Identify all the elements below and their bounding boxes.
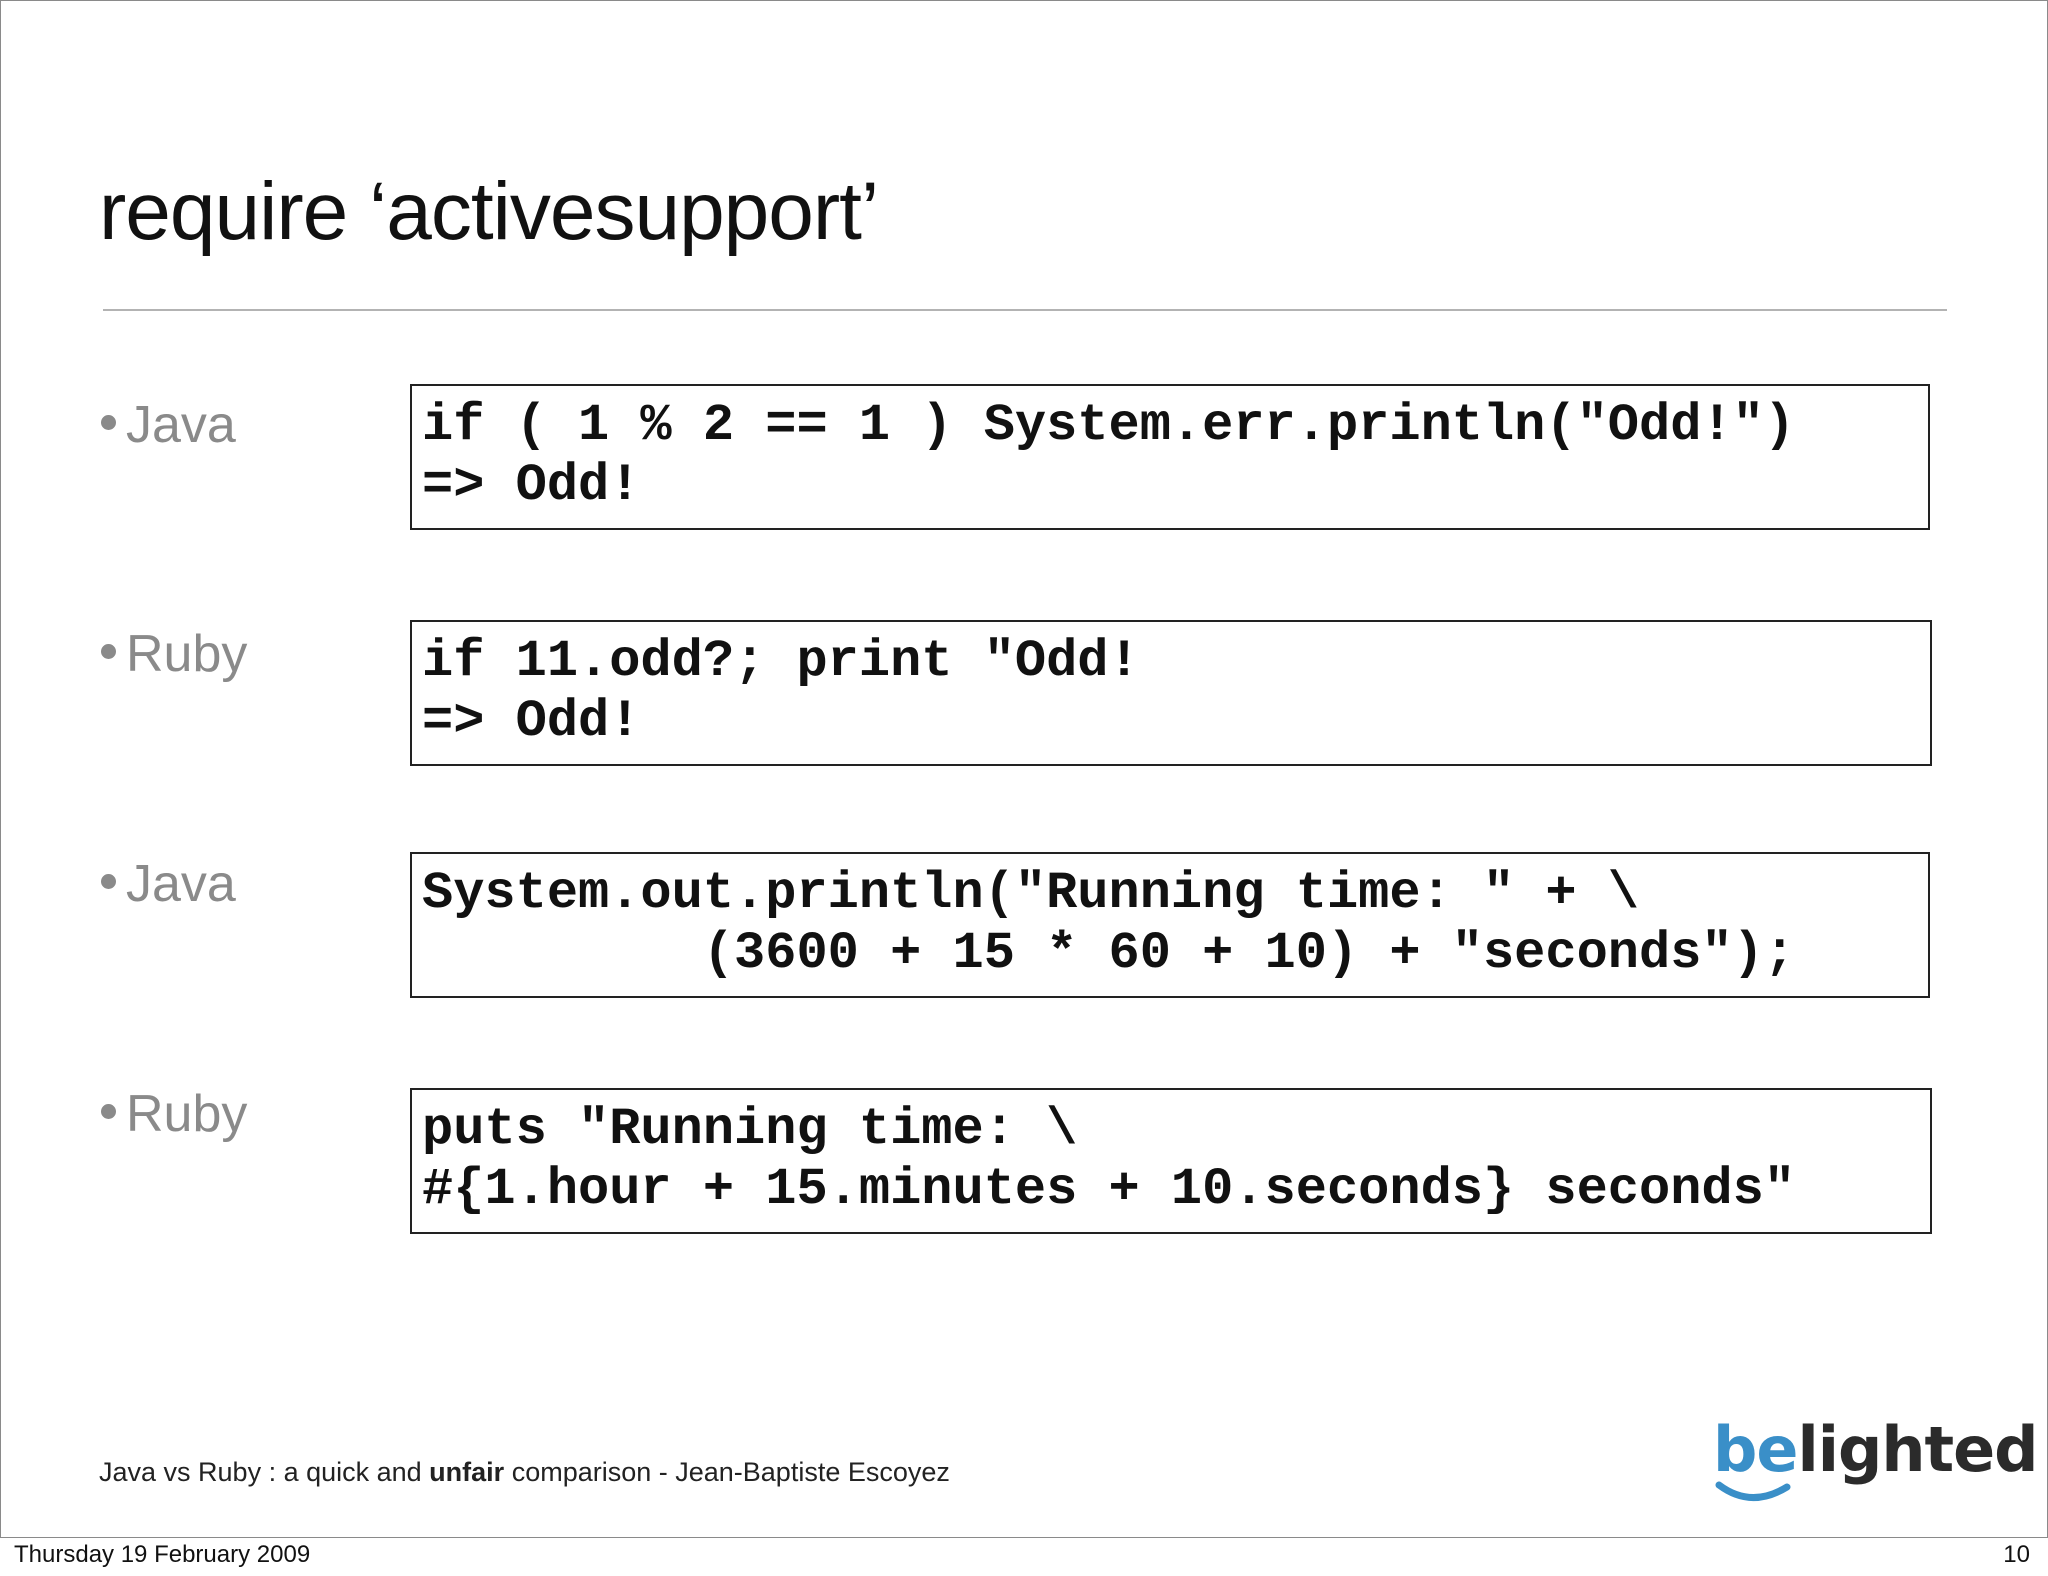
belighted-logo: [1713, 1413, 2038, 1511]
code-line: if 11.odd?; print "Odd!: [422, 632, 1140, 691]
code-block-ruby-odd: [410, 620, 1932, 766]
bullet-label: Ruby: [126, 1085, 248, 1143]
footer-text-start: Java vs Ruby : a quick and: [99, 1457, 430, 1487]
bullet-item-ruby-2: [101, 1085, 248, 1143]
code-line: puts "Running time: \: [422, 1100, 1078, 1159]
code-block-java-odd: [410, 384, 1930, 530]
bullet-dot-icon: [101, 1104, 116, 1119]
bullet-label: Java: [126, 855, 236, 913]
bullet-dot-icon: [101, 874, 116, 889]
page-number: 10: [2003, 1541, 2030, 1568]
bullet-item-ruby-1: [101, 625, 248, 683]
logo-text-lighted: lighted: [1797, 1413, 2038, 1486]
code-line: => Odd!: [422, 692, 641, 751]
bullet-item-java-1: [101, 396, 236, 454]
code-line: if ( 1 % 2 == 1 ) System.err.println("Odd!"): [422, 396, 1796, 455]
print-date: Thursday 19 February 2009: [14, 1541, 311, 1568]
bullet-label: Ruby: [126, 625, 248, 683]
bullet-dot-icon: [101, 415, 116, 430]
logo-wordmark: [1713, 1413, 2038, 1486]
bullet-item-java-2: [101, 855, 236, 913]
bullet-dot-icon: [101, 644, 116, 659]
footer-text-bold: unfair: [429, 1457, 505, 1487]
code-line: #{1.hour + 15.minutes + 10.seconds} seconds": [422, 1160, 1796, 1219]
footer-text-end: comparison - Jean-Baptiste Escoyez: [504, 1457, 950, 1487]
code-line: System.out.println("Running time: " + \: [422, 864, 1639, 923]
logo-text-be: be: [1713, 1413, 1798, 1486]
code-block-ruby-time: [410, 1088, 1932, 1234]
code-line: => Odd!: [422, 456, 641, 515]
logo-smile-icon: [1715, 1479, 1795, 1507]
slide-footer: [99, 1457, 950, 1488]
bullet-label: Java: [126, 396, 236, 454]
slide-title: require ‘activesupport’: [99, 166, 879, 257]
title-divider: [103, 309, 1947, 311]
code-line: (3600 + 15 * 60 + 10) + "seconds");: [422, 924, 1796, 983]
code-block-java-time: [410, 852, 1930, 998]
